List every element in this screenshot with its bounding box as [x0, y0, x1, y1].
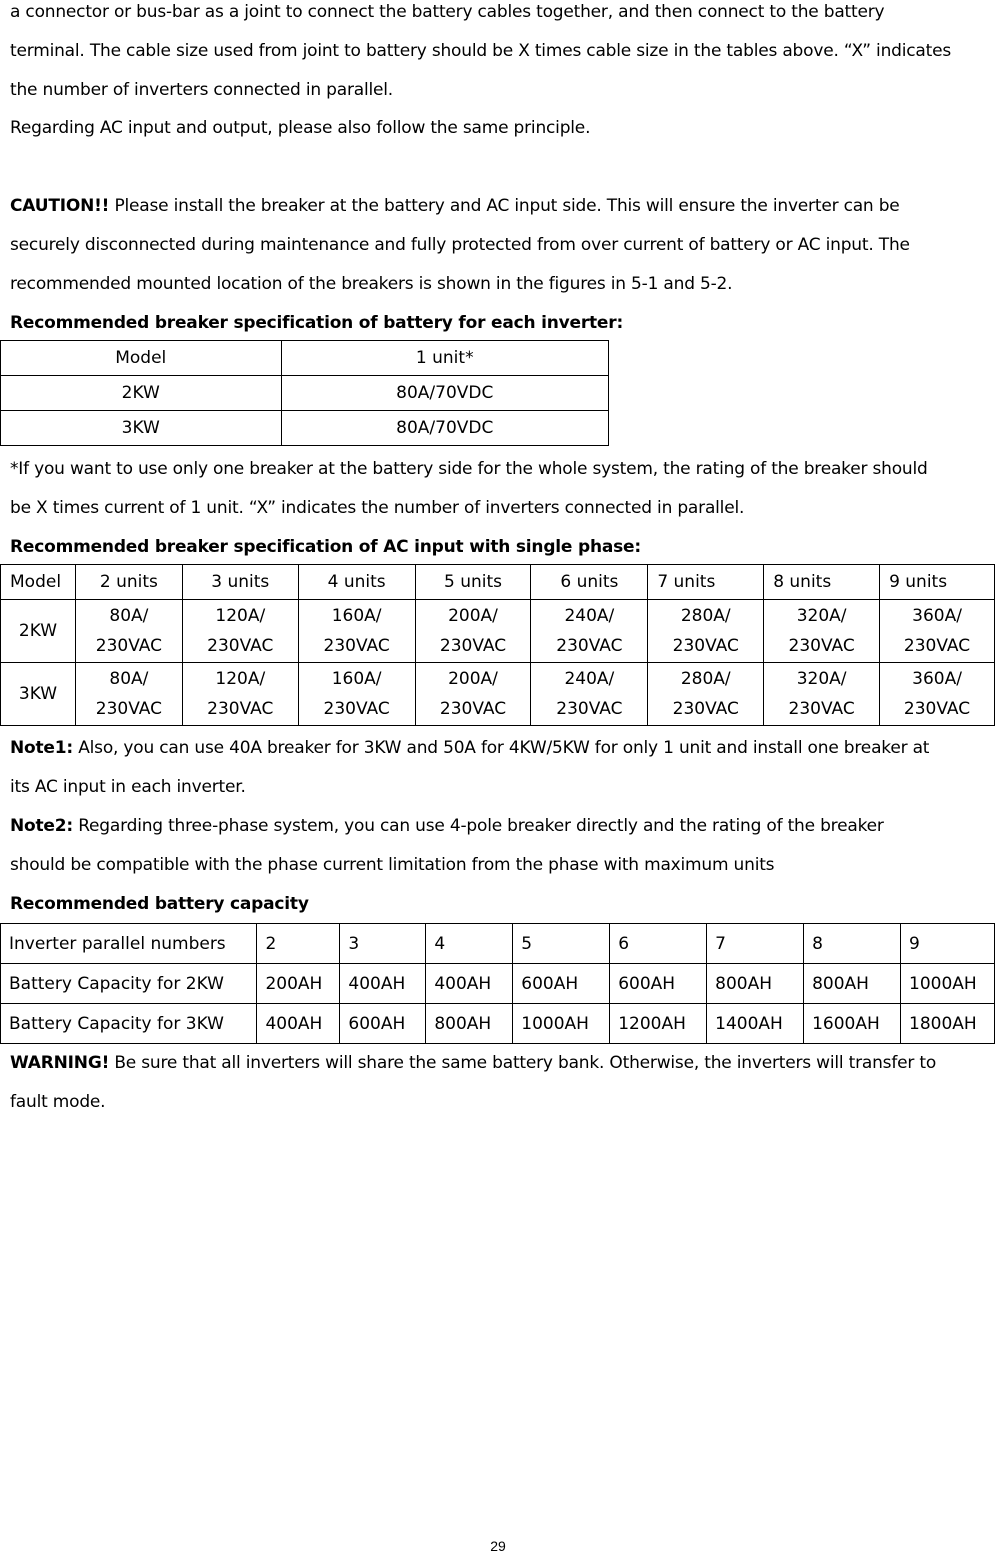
table-cell: 6 — [610, 924, 707, 964]
section-heading-battery-capacity: Recommended battery capacity — [10, 894, 309, 914]
paragraph-line: Regarding AC input and output, please also follow the same principle. — [10, 118, 591, 138]
table-cell: 3 — [340, 924, 426, 964]
table-row — [1, 376, 609, 411]
table-cell: 800AH — [804, 964, 901, 1004]
table-header-cell: 8 units — [764, 565, 880, 600]
note2-line — [10, 816, 988, 836]
table-cell: 1000AH — [901, 964, 995, 1004]
warning-label: WARNING! — [10, 1053, 110, 1073]
note2-label: Note2: — [10, 816, 73, 836]
battery-capacity-table — [0, 923, 995, 1044]
paragraph-line: securely disconnected during maintenance and fully protected from over current of battery or AC input. The — [10, 235, 910, 255]
table-cell: 400AH — [340, 964, 426, 1004]
table-header-cell: 6 units — [531, 565, 648, 600]
paragraph-line: its AC input in each inverter. — [10, 777, 246, 797]
table-cell: 120A/ 230VAC — [182, 663, 298, 726]
table-cell: 240A/ 230VAC — [531, 663, 648, 726]
table-cell: 1200AH — [610, 1004, 707, 1044]
table-cell: 600AH — [513, 964, 610, 1004]
table-cell: 320A/ 230VAC — [764, 663, 880, 726]
table-header-cell: 4 units — [298, 565, 415, 600]
table-row-label: Battery Capacity for 3KW — [1, 1004, 257, 1044]
footnote-line: be X times current of 1 unit. “X” indicates the number of inverters connected in parallel. — [10, 498, 745, 518]
table-row-label: Inverter parallel numbers — [1, 924, 257, 964]
table-header-cell: Model — [1, 565, 76, 600]
table-cell: 200A/ 230VAC — [415, 663, 531, 726]
table-cell: 800AH — [707, 964, 804, 1004]
table-cell: 400AH — [257, 1004, 340, 1044]
table-header-cell: 3 units — [182, 565, 298, 600]
table-row — [1, 600, 995, 663]
table-row — [1, 663, 995, 726]
warning-text: Be sure that all inverters will share the same battery bank. Otherwise, the inverters will transfer to — [109, 1053, 937, 1073]
table-cell: 1000AH — [513, 1004, 610, 1044]
table-cell: 1800AH — [901, 1004, 995, 1044]
paragraph-line: terminal. The cable size used from joint to battery should be X times cable size in the tables above. “X” indicates — [10, 41, 952, 61]
table-row — [1, 964, 995, 1004]
table-cell-model: 3KW — [1, 663, 76, 726]
table-header-cell: Model — [1, 341, 282, 376]
table-header-row — [1, 341, 609, 376]
caution-text: Please install the breaker at the battery and AC input side. This will ensure the inverter can be — [109, 196, 900, 216]
caution-label: CAUTION!! — [10, 196, 110, 216]
table-cell: 600AH — [610, 964, 707, 1004]
footnote-line: *If you want to use only one breaker at the battery side for the whole system, the rating of the breaker should — [10, 459, 928, 479]
table-header-cell: 5 units — [415, 565, 531, 600]
table-cell: 3KW — [1, 411, 282, 446]
table-cell: 800AH — [426, 1004, 513, 1044]
table-cell: 80A/ 230VAC — [75, 663, 182, 726]
caution-paragraph-line — [10, 196, 988, 216]
note2-text: Regarding three-phase system, you can use 4-pole breaker directly and the rating of the breaker — [73, 816, 884, 836]
table-cell: 160A/ 230VAC — [298, 600, 415, 663]
table-header-row — [1, 565, 995, 600]
table-cell: 360A/ 230VAC — [880, 600, 995, 663]
table-row-label: Battery Capacity for 2KW — [1, 964, 257, 1004]
table-cell: 8 — [804, 924, 901, 964]
table-cell: 280A/ 230VAC — [648, 663, 764, 726]
battery-breaker-table — [0, 340, 609, 446]
table-cell: 2KW — [1, 376, 282, 411]
table-header-cell: 9 units — [880, 565, 995, 600]
table-cell: 200AH — [257, 964, 340, 1004]
paragraph-line: fault mode. — [10, 1092, 106, 1112]
table-cell: 200A/ 230VAC — [415, 600, 531, 663]
table-cell: 80A/70VDC — [281, 376, 609, 411]
table-cell: 7 — [707, 924, 804, 964]
paragraph-line: recommended mounted location of the breakers is shown in the figures in 5-1 and 5-2. — [10, 274, 733, 294]
table-cell: 4 — [426, 924, 513, 964]
warning-line — [10, 1053, 988, 1073]
table-cell: 160A/ 230VAC — [298, 663, 415, 726]
table-cell: 600AH — [340, 1004, 426, 1044]
page-number: 29 — [490, 1538, 506, 1554]
table-cell: 2 — [257, 924, 340, 964]
ac-breaker-table — [0, 564, 995, 726]
table-cell: 320A/ 230VAC — [764, 600, 880, 663]
table-row — [1, 924, 995, 964]
table-cell: 1400AH — [707, 1004, 804, 1044]
paragraph-line: a connector or bus-bar as a joint to connect the battery cables together, and then connect to the battery — [10, 2, 885, 22]
paragraph-line: the number of inverters connected in parallel. — [10, 80, 393, 100]
note1-line — [10, 738, 988, 758]
note1-label: Note1: — [10, 738, 73, 758]
table-row — [1, 1004, 995, 1044]
table-cell: 80A/ 230VAC — [75, 600, 182, 663]
table-cell: 360A/ 230VAC — [880, 663, 995, 726]
table-cell: 120A/ 230VAC — [182, 600, 298, 663]
table-row — [1, 411, 609, 446]
section-heading-ac-breaker: Recommended breaker specification of AC input with single phase: — [10, 537, 641, 557]
table-cell: 5 — [513, 924, 610, 964]
table-cell: 9 — [901, 924, 995, 964]
table-cell: 280A/ 230VAC — [648, 600, 764, 663]
table-cell: 400AH — [426, 964, 513, 1004]
note1-text: Also, you can use 40A breaker for 3KW and 50A for 4KW/5KW for only 1 unit and install one breaker at — [73, 738, 930, 758]
table-cell: 240A/ 230VAC — [531, 600, 648, 663]
table-header-cell: 2 units — [75, 565, 182, 600]
table-cell: 80A/70VDC — [281, 411, 609, 446]
table-header-cell: 7 units — [648, 565, 764, 600]
table-cell: 1600AH — [804, 1004, 901, 1044]
table-cell-model: 2KW — [1, 600, 76, 663]
table-header-cell: 1 unit* — [281, 341, 609, 376]
section-heading-battery-breaker: Recommended breaker specification of battery for each inverter: — [10, 313, 624, 333]
paragraph-line: should be compatible with the phase current limitation from the phase with maximum units — [10, 855, 775, 875]
